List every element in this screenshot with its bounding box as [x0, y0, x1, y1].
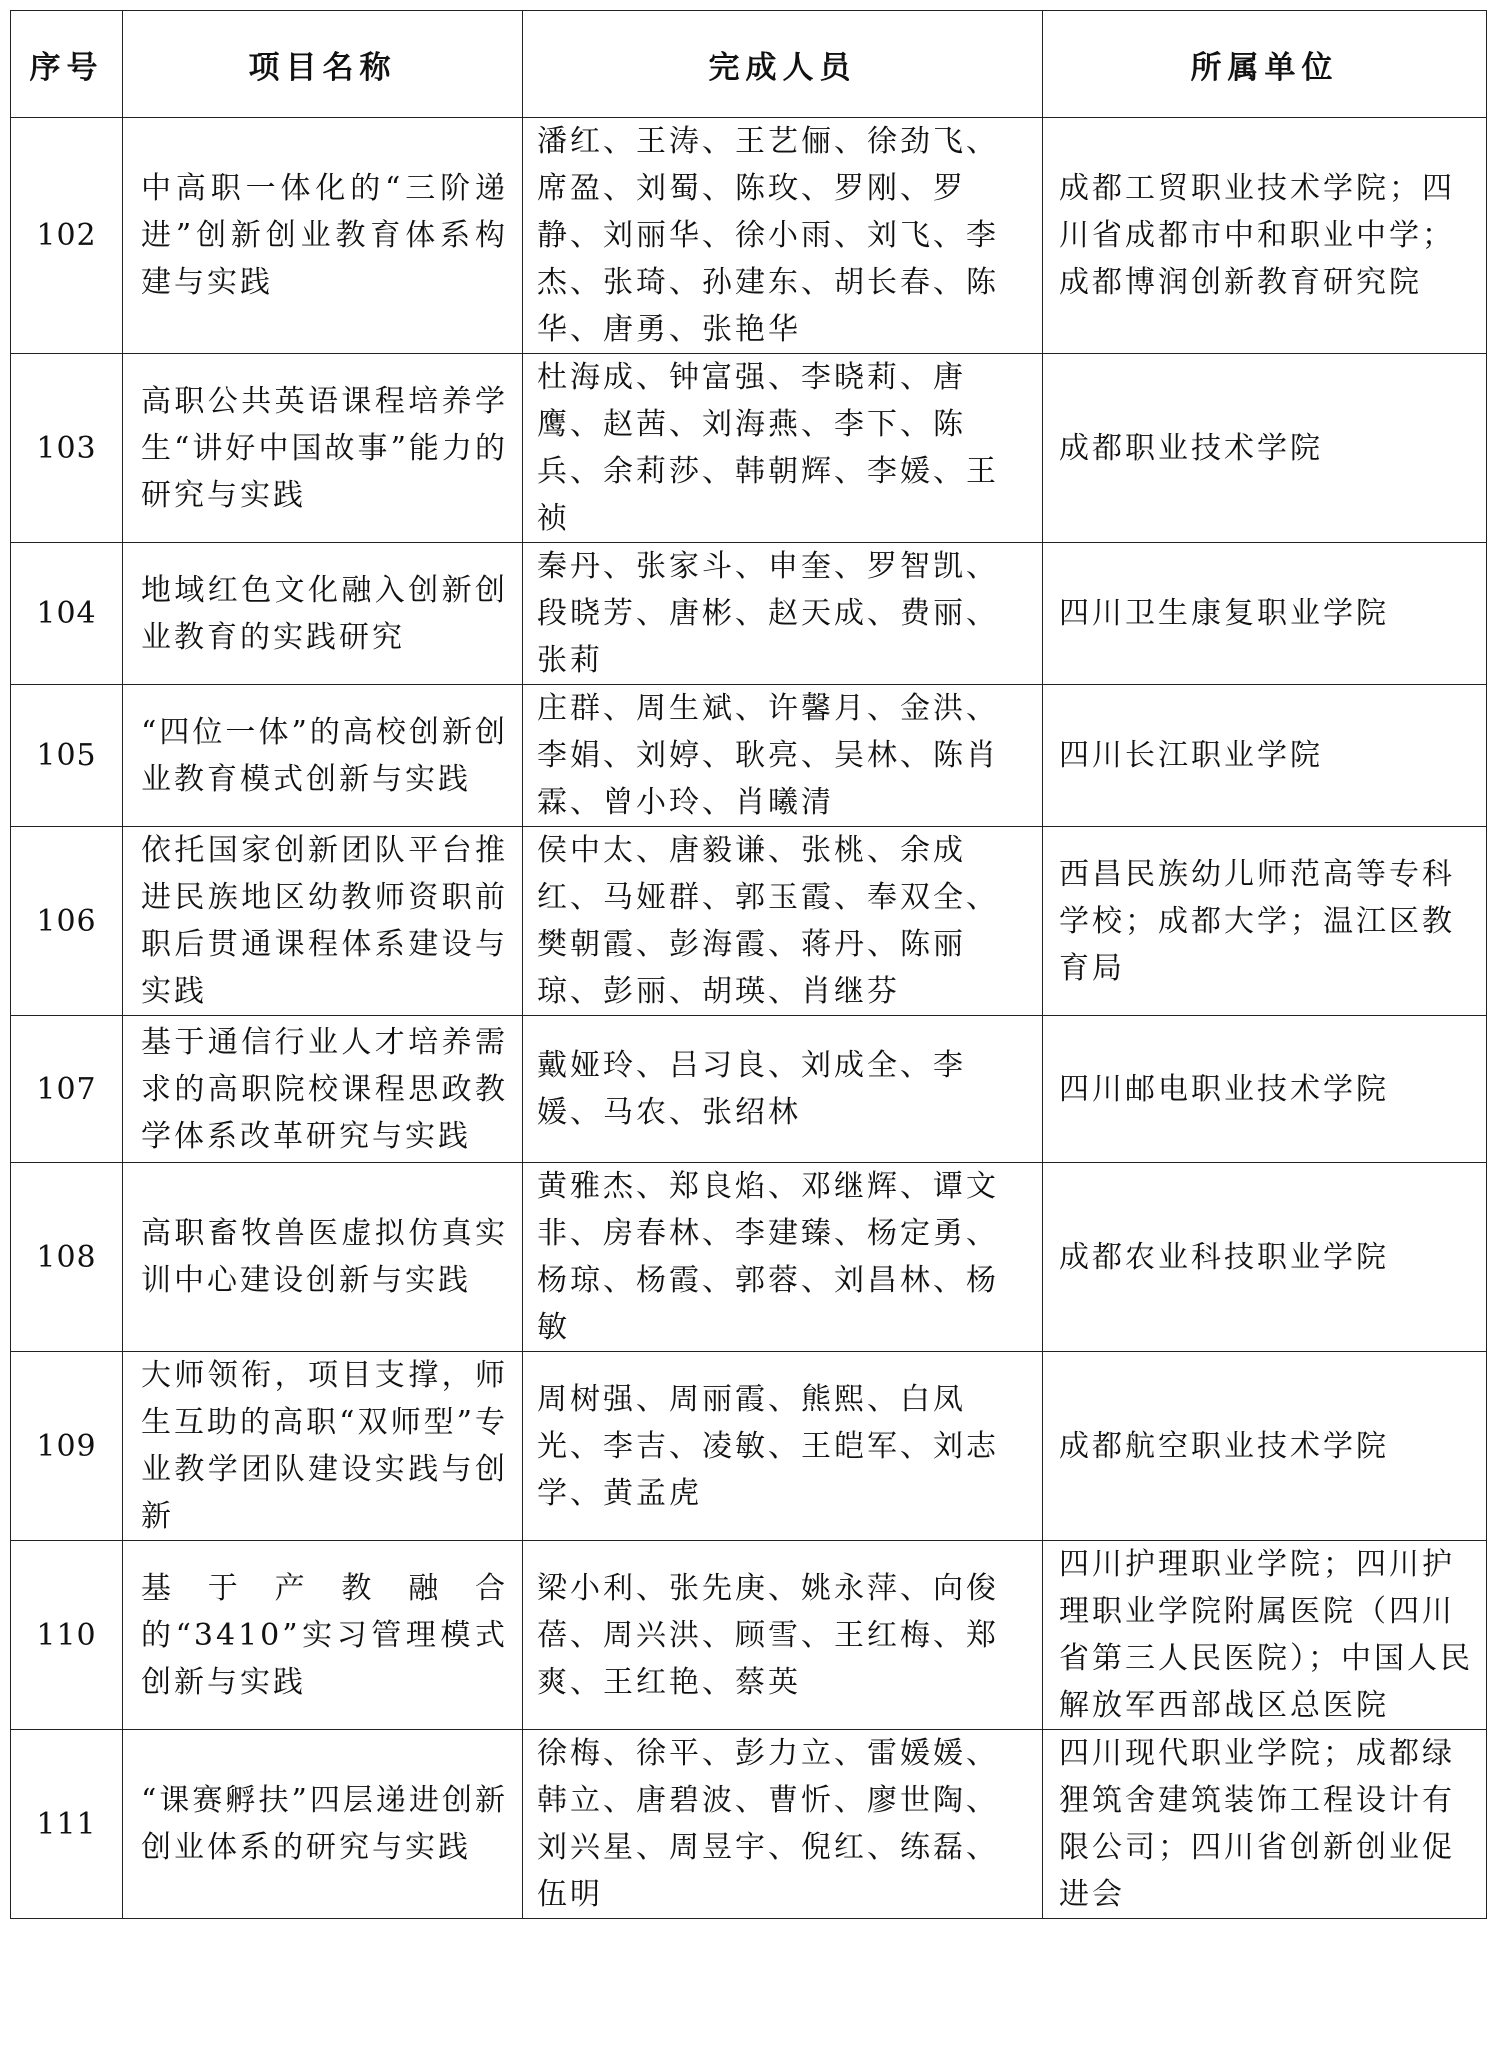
serial-number: 108 — [11, 1163, 123, 1352]
project-name: 基于通信行业人才培养需求的高职院校课程思政教学体系改革研究与实践 — [141, 1024, 508, 1154]
header-members: 完成人员 — [523, 11, 1043, 118]
project-name: 中高职一体化的“三阶递进”创新创业教育体系构建与实践 — [141, 171, 508, 300]
project-name: 依托国家创新团队平台推进民族地区幼教师资职前职后贯通课程体系建设与实践 — [141, 833, 508, 1009]
table-row — [11, 1352, 1487, 1541]
award-table — [10, 10, 1487, 1919]
serial-number: 106 — [11, 827, 123, 1016]
members: 庄群、周生斌、许馨月、金洪、李娟、刘婷、耿亮、吴林、陈肖霖、曾小玲、肖曦清 — [537, 691, 999, 820]
table-row — [11, 543, 1487, 685]
members: 秦丹、张家斗、申奎、罗智凯、段晓芳、唐彬、赵天成、费丽、张莉 — [537, 549, 999, 678]
table-row — [11, 1730, 1487, 1919]
affiliation: 四川长江职业学院 — [1059, 738, 1323, 773]
serial-number: 109 — [11, 1352, 123, 1541]
affiliation: 四川邮电职业技术学院 — [1059, 1071, 1389, 1107]
table-row — [11, 1016, 1487, 1163]
affiliation: 成都工贸职业技术学院；四川省成都市中和职业中学；成都博润创新教育研究院 — [1059, 171, 1455, 300]
header-project-name: 项目名称 — [123, 11, 523, 118]
affiliation: 成都职业技术学院 — [1059, 430, 1323, 466]
members: 杜海成、钟富强、李晓莉、唐鹰、赵茜、刘海燕、李下、陈兵、余莉莎、韩朝辉、李媛、王祯 — [537, 360, 999, 536]
affiliation: 四川护理职业学院；四川护理职业学院附属医院（四川省第三人民医院）；中国人民解放军西部战区总医院 — [1059, 1547, 1473, 1723]
project-name: “四位一体”的高校创新创业教育模式创新与实践 — [141, 714, 508, 797]
members: 戴娅玲、吕习良、刘成全、李媛、马农、张绍林 — [537, 1048, 966, 1130]
affiliation: 西昌民族幼儿师范高等专科学校；成都大学；温江区教育局 — [1059, 856, 1455, 986]
serial-number: 103 — [11, 354, 123, 543]
affiliation: 成都航空职业技术学院 — [1059, 1428, 1389, 1464]
header-affiliation: 所属单位 — [1043, 11, 1487, 118]
project-name: 高职公共英语课程培养学生“讲好中国故事”能力的研究与实践 — [141, 383, 508, 513]
members: 徐梅、徐平、彭力立、雷媛媛、韩立、唐碧波、曹忻、廖世陶、刘兴星、周昱宇、倪红、练磊、伍明 — [537, 1736, 999, 1912]
affiliation: 四川现代职业学院；成都绿狸筑舍建筑装饰工程设计有限公司；四川省创新创业促进会 — [1059, 1736, 1455, 1912]
serial-number: 107 — [11, 1016, 123, 1163]
members: 周树强、周丽霞、熊熙、白凤光、李吉、凌敏、王皑军、刘志学、黄孟虎 — [537, 1381, 999, 1511]
table-row — [11, 1163, 1487, 1352]
affiliation: 成都农业科技职业学院 — [1059, 1239, 1389, 1275]
serial-number: 104 — [11, 543, 123, 685]
serial-number: 102 — [11, 118, 123, 354]
project-name: 高职畜牧兽医虚拟仿真实训中心建设创新与实践 — [141, 1216, 508, 1298]
members: 潘红、王涛、王艺俪、徐劲飞、席盈、刘蜀、陈玫、罗刚、罗静、刘丽华、徐小雨、刘飞、李杰、张琦、孙建东、胡长春、陈华、唐勇、张艳华 — [537, 124, 999, 347]
table-row — [11, 685, 1487, 827]
table-row — [11, 354, 1487, 543]
project-name: 地域红色文化融入创新创业教育的实践研究 — [141, 572, 508, 655]
header-row — [11, 11, 1487, 118]
members: 梁小利、张先庚、姚永萍、向俊蓓、周兴洪、顾雪、王红梅、郑爽、王红艳、蔡英 — [537, 1570, 999, 1700]
affiliation: 四川卫生康复职业学院 — [1059, 596, 1389, 631]
header-serial-number: 序号 — [11, 11, 123, 118]
project-name: 基于产教融合的“3410”实习管理模式创新与实践 — [141, 1570, 508, 1700]
table-row — [11, 118, 1487, 354]
serial-number: 105 — [11, 685, 123, 827]
table-row — [11, 1541, 1487, 1730]
members: 黄雅杰、郑良焰、邓继辉、谭文非、房春林、李建臻、杨定勇、杨琼、杨霞、郭蓉、刘昌林、杨敏 — [537, 1169, 999, 1345]
serial-number: 111 — [11, 1730, 123, 1919]
serial-number: 110 — [11, 1541, 123, 1730]
table-row — [11, 827, 1487, 1016]
members: 侯中太、唐毅谦、张桃、余成红、马娅群、郭玉霞、奉双全、樊朝霞、彭海霞、蒋丹、陈丽琼、彭丽、胡瑛、肖继芬 — [537, 833, 999, 1009]
project-name: 大师领衔，项目支撑，师生互助的高职“双师型”专业教学团队建设实践与创新 — [141, 1358, 508, 1534]
project-name: “课赛孵扶”四层递进创新创业体系的研究与实践 — [141, 1783, 508, 1865]
